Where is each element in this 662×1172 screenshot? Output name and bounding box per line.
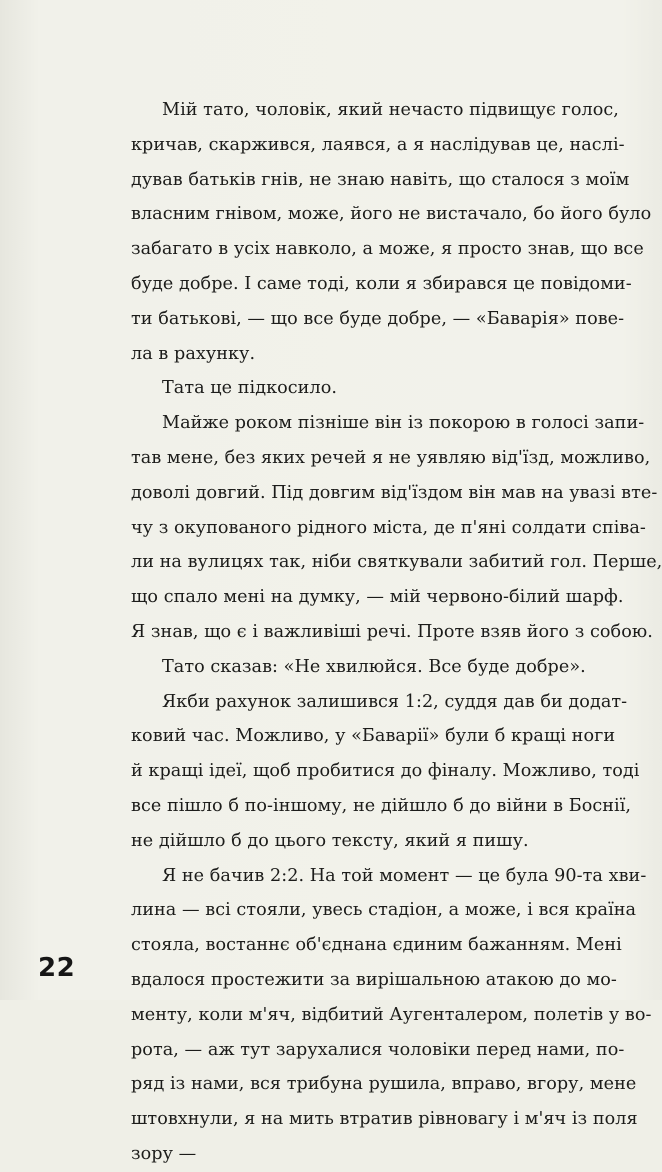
- text-line: штовхнули, я на мить втратив рівновагу і м'яч із поля: [131, 1109, 638, 1130]
- text-line: рота, — аж тут зарухалися чоловіки перед нами, по-: [131, 1039, 625, 1060]
- text-line: Тата це підкосило.: [162, 378, 337, 399]
- text-line: ли на вулицях так, ніби святкували забитий гол. Перше,: [131, 552, 662, 573]
- text-line: й кращі ідеї, щоб пробитися до фіналу. Можливо, тоді: [131, 761, 640, 782]
- body-text: [131, 93, 662, 1172]
- text-line: Мій тато, чоловік, який нечасто підвищує голос,: [162, 100, 619, 120]
- text-line: Тато сказав: «Не хвилюйся. Все буде добре».: [162, 656, 586, 677]
- page-number: 22: [38, 953, 76, 983]
- text-line: стояла, востаннє об'єднана єдиним бажанням. Мені: [131, 935, 622, 956]
- text-line: Майже роком пізніше він із покорою в голосі запи-: [162, 413, 645, 434]
- text-line: Якби рахунок залишився 1:2, суддя дав би додат-: [162, 691, 628, 712]
- text-line: кричав, скаржився, лаявся, а я наслідував це, наслі-: [131, 134, 625, 155]
- text-line: доволі довгий. Під довгим від'їздом він мав на увазі вте-: [131, 482, 658, 503]
- text-line: лина — всі стояли, увесь стадіон, а може, і вся країна: [131, 900, 637, 921]
- text-line: ла в рахунку.: [131, 343, 256, 364]
- text-line: чу з окупованого рідного міста, де п'яні солдати співа-: [131, 517, 646, 538]
- text-line: дував батьків гнів, не знаю навіть, що сталося з моїм: [131, 169, 630, 190]
- text-line: забагато в усіх навколо, а може, я просто знав, що все: [131, 239, 644, 260]
- text-line: тав мене, без яких речей я не уявляю від'їзд, можливо,: [131, 447, 651, 468]
- text-line: менту, коли м'яч, відбитий Аугенталером, полетів у во-: [131, 1004, 652, 1025]
- text-line: зору —: [131, 1143, 197, 1164]
- text-line: власним гнівом, може, його не вистачало, бо його було: [131, 204, 652, 225]
- text-line: що спало мені на думку, — мій червоно-білий шарф.: [131, 587, 624, 608]
- text-line: ковий час. Можливо, у «Баварії» були б кращі ноги: [131, 726, 616, 747]
- text-line: Я знав, що є і важливіші речі. Проте взяв його з собою.: [131, 621, 653, 642]
- text-line: ряд із нами, вся трибуна рушила, вправо, вгору, мене: [131, 1074, 637, 1095]
- text-line: Я не бачив 2:2. На той момент — це була 90-та хви-: [162, 865, 647, 886]
- text-line: вдалося простежити за вирішальною атакою до мо-: [131, 969, 617, 990]
- text-line: буде добре. І саме тоді, коли я збирався це повідоми-: [131, 273, 632, 294]
- text-line: ти батькові, — що все буде добре, — «Баварія» пове-: [131, 308, 625, 329]
- text-line: не дійшло б до цього тексту, який я пишу.: [131, 830, 529, 851]
- text-line: все пішло б по-іншому, не дійшло б до війни в Боснії,: [131, 795, 632, 816]
